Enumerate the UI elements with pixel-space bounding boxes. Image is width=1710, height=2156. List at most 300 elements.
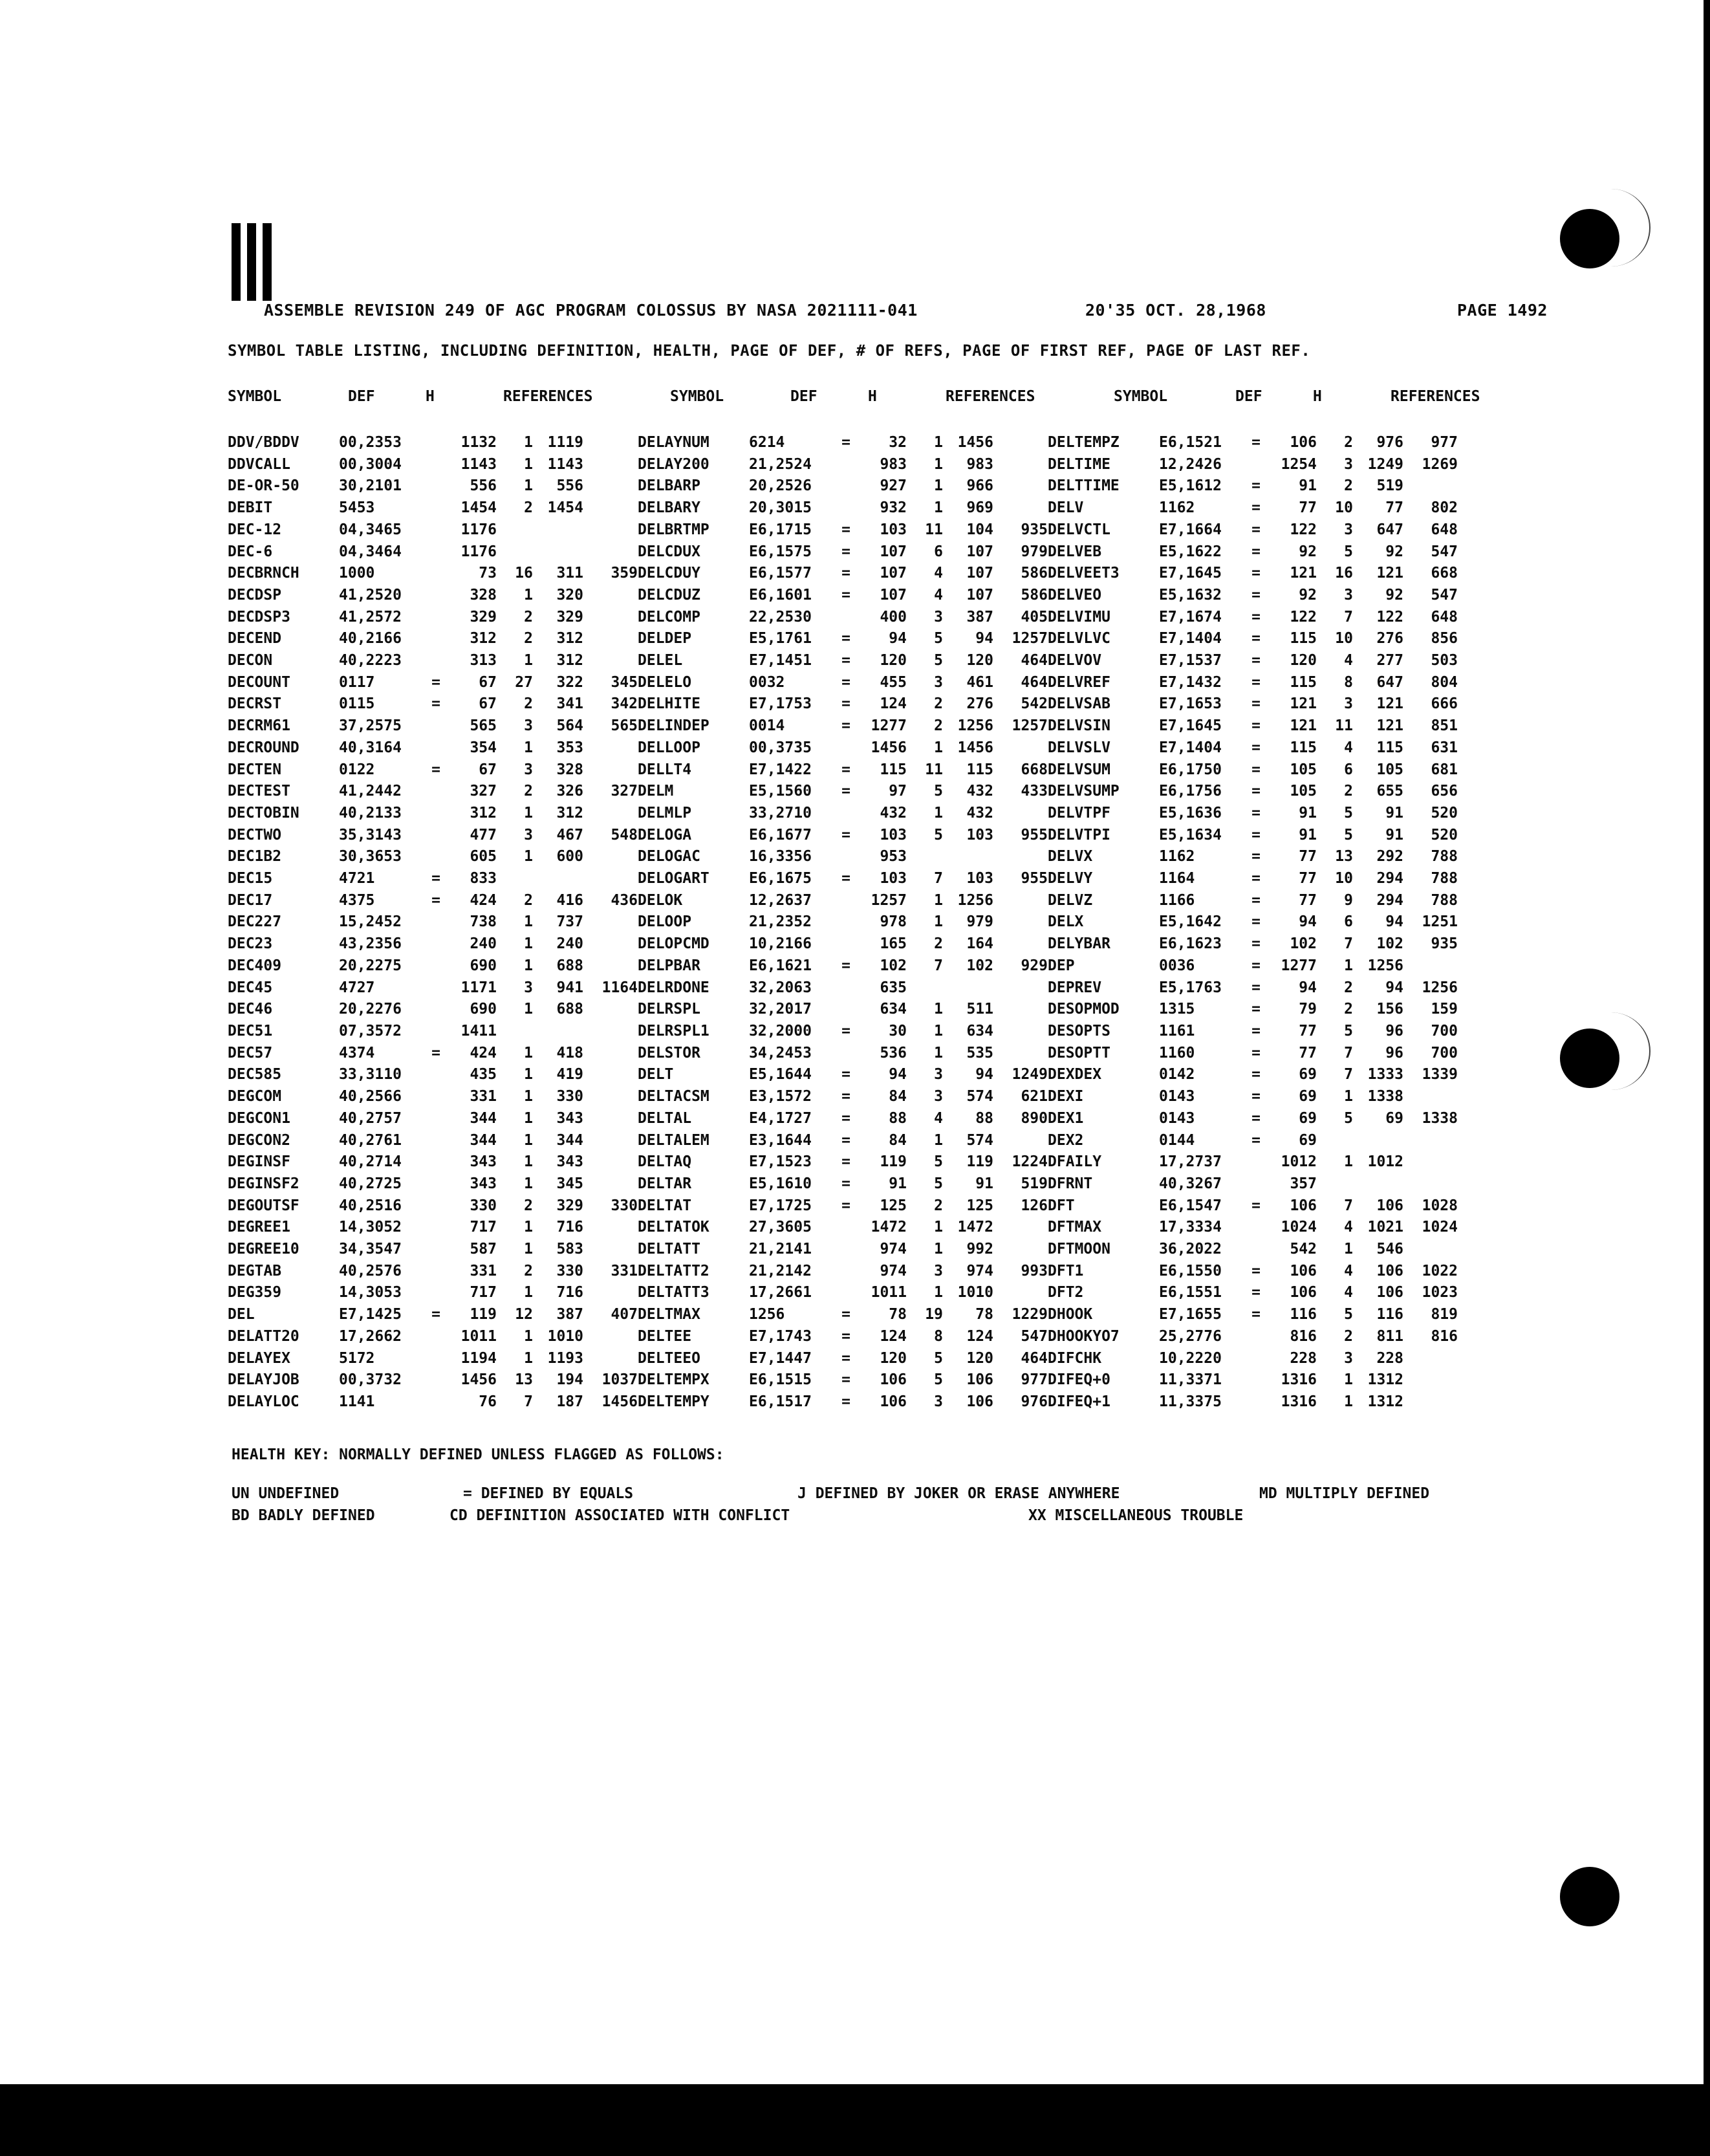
first-ref-cell: 96	[1385, 1022, 1403, 1040]
definition-cell: E5,1642	[1159, 913, 1222, 931]
ref-count-cell: 2	[524, 891, 533, 909]
last-ref-cell	[583, 1282, 638, 1304]
table-row	[228, 1304, 1458, 1326]
ref-count-cell: 5	[1344, 1306, 1353, 1323]
def-page-cell: 106	[1290, 1262, 1317, 1279]
ref-count-cell: 1	[1344, 1153, 1353, 1171]
def-page-cell: 94	[889, 1066, 907, 1083]
health-cell	[1243, 1326, 1269, 1348]
ref-count-cell: 13	[1335, 848, 1353, 866]
health-cell: =	[841, 1022, 850, 1040]
ref-count-cell	[1317, 1130, 1353, 1152]
table-row	[228, 607, 1458, 629]
symbol-cell: DEGCON1	[228, 1109, 290, 1127]
first-ref-cell: 811	[1376, 1327, 1403, 1345]
definition-cell: 37,2575	[339, 717, 402, 735]
definition-cell: 0117	[339, 673, 375, 691]
health-cell: =	[431, 1306, 440, 1323]
ref-count-cell	[907, 846, 943, 868]
definition-cell: 5172	[339, 1349, 375, 1367]
symbol-cell: DECBRNCH	[228, 565, 299, 582]
last-ref-cell: 788	[1431, 891, 1458, 909]
symbol-cell: DELLT4	[638, 761, 692, 778]
symbol-cell: DEBIT	[228, 499, 273, 517]
symbol-cell: DELRDONE	[638, 979, 709, 996]
symbol-cell: DELAY200	[638, 455, 709, 473]
first-ref-cell: 1333	[1367, 1066, 1403, 1083]
symbol-cell: DELOGAC	[638, 848, 700, 866]
health-cell	[423, 1239, 449, 1261]
ref-count-cell: 1	[934, 1131, 943, 1149]
ref-count-cell: 1	[1344, 957, 1353, 974]
last-ref-cell	[1403, 475, 1458, 497]
first-ref-cell: 125	[966, 1197, 993, 1214]
ref-count-cell: 3	[1344, 455, 1353, 473]
health-cell: =	[1251, 608, 1261, 626]
definition-cell: E5,1634	[1159, 826, 1222, 844]
table-row	[228, 1369, 1458, 1391]
definition-cell: 17,2662	[339, 1327, 402, 1345]
symbol-cell: DELVCTL	[1048, 521, 1110, 538]
definition-cell: 5453	[339, 499, 375, 517]
table-row	[228, 715, 1458, 737]
symbol-cell: DELAYJOB	[228, 1371, 299, 1389]
health-cell: =	[1251, 1109, 1261, 1127]
first-ref-cell: 974	[966, 1262, 993, 1279]
table-row	[228, 759, 1458, 781]
last-ref-cell: 1224	[1012, 1153, 1048, 1171]
first-ref-cell: 69	[1385, 1109, 1403, 1127]
ref-count-cell: 8	[1344, 673, 1353, 691]
first-ref-cell: 92	[1385, 543, 1403, 560]
ref-count-cell: 3	[1344, 521, 1353, 538]
health-cell: =	[841, 1349, 850, 1367]
first-ref-cell: 107	[966, 543, 993, 560]
last-ref-cell: 993	[1021, 1262, 1048, 1279]
symbol-cell: DELCOMP	[638, 608, 700, 626]
ref-count-cell: 11	[925, 521, 943, 538]
first-ref-cell: 353	[556, 739, 583, 756]
health-cell: =	[1251, 935, 1261, 953]
symbol-cell: DEC51	[228, 1022, 273, 1040]
first-ref-cell: 519	[1376, 477, 1403, 495]
def-page-cell: 77	[1299, 891, 1317, 909]
last-ref-cell: 464	[1021, 673, 1048, 691]
health-cell: =	[841, 826, 850, 844]
ref-count-cell: 10	[1335, 870, 1353, 887]
def-page-cell: 106	[880, 1393, 907, 1410]
health-cell: =	[1251, 739, 1261, 756]
def-page-cell: 344	[470, 1131, 497, 1149]
ref-count-cell: 4	[934, 1109, 943, 1127]
def-page-cell: 927	[880, 477, 907, 495]
def-page-cell: 103	[880, 826, 907, 844]
def-page-cell: 354	[470, 739, 497, 756]
first-ref-cell: 655	[1376, 783, 1403, 800]
last-ref-cell	[993, 737, 1048, 759]
first-ref-cell: 546	[1376, 1241, 1403, 1258]
definition-cell: 21,2142	[749, 1262, 812, 1279]
def-page-cell: 1316	[1281, 1393, 1317, 1410]
ref-count-cell: 16	[515, 565, 533, 582]
health-key-undefined: UN UNDEFINED	[232, 1485, 340, 1502]
health-cell: =	[841, 1371, 850, 1389]
symbol-cell: DELSTOR	[638, 1044, 700, 1062]
last-ref-cell	[993, 497, 1048, 519]
symbol-cell: DIFEQ+0	[1048, 1371, 1110, 1389]
health-cell: =	[841, 630, 850, 648]
listing-title: ASSEMBLE REVISION 249 OF AGC PROGRAM COLOSSUS BY NASA 2021111-041	[264, 301, 918, 320]
first-ref-cell: 292	[1376, 848, 1403, 866]
first-ref-cell: 467	[556, 826, 583, 844]
first-ref-cell: 1193	[547, 1349, 583, 1367]
last-ref-cell: 342	[611, 695, 638, 713]
health-cell	[833, 803, 859, 825]
ref-count-cell: 4	[1344, 1284, 1353, 1301]
ref-count-cell: 1	[934, 913, 943, 931]
last-ref-cell	[583, 454, 638, 476]
health-cell	[423, 497, 449, 519]
last-ref-cell: 700	[1431, 1044, 1458, 1062]
first-ref-cell: 461	[966, 673, 993, 691]
first-ref-cell: 276	[1376, 630, 1403, 648]
table-row	[228, 1173, 1458, 1195]
def-page-cell: 1277	[1281, 957, 1317, 974]
first-ref-cell: 1312	[1367, 1371, 1403, 1389]
definition-cell: E7,1404	[1159, 739, 1222, 756]
page-number: PAGE 1492	[1457, 301, 1548, 320]
ref-count-cell: 4	[1344, 652, 1353, 670]
def-page-cell: 1456	[460, 1371, 497, 1389]
def-page-cell: 69	[1299, 1131, 1317, 1149]
punch-hole	[1560, 1867, 1619, 1926]
punch-hole	[1560, 209, 1619, 268]
last-ref-cell: 648	[1431, 608, 1458, 626]
def-page-cell: 97	[889, 783, 907, 800]
symbol-cell: DEX1	[1048, 1109, 1084, 1127]
ref-count-cell: 5	[1344, 1022, 1353, 1040]
ref-count-cell: 2	[1344, 1001, 1353, 1018]
last-ref-cell: 331	[611, 1262, 638, 1279]
symbol-cell: DFRNT	[1048, 1175, 1093, 1192]
ref-count-cell: 2	[934, 1197, 943, 1214]
table-row	[228, 737, 1458, 759]
definition-cell: E6,1521	[1159, 434, 1222, 451]
last-ref-cell	[1403, 1391, 1458, 1413]
symbol-cell: DFT1	[1048, 1262, 1084, 1279]
def-page-cell: 816	[1290, 1327, 1317, 1345]
ref-count-cell	[1317, 1173, 1353, 1195]
def-page-cell: 477	[470, 826, 497, 844]
first-ref-cell: 966	[966, 477, 993, 495]
health-cell	[423, 933, 449, 955]
table-row	[228, 563, 1458, 585]
symbol-cell: DEL	[228, 1306, 255, 1323]
last-ref-cell: 436	[611, 891, 638, 909]
symbol-cell: DELHITE	[638, 695, 700, 713]
definition-cell: E7,1653	[1159, 695, 1222, 713]
definition-cell: E6,1577	[749, 565, 812, 582]
last-ref-cell	[583, 1064, 638, 1086]
symbol-cell: DELOGA	[638, 826, 692, 844]
health-cell: =	[841, 1393, 850, 1410]
def-page-cell: 312	[470, 630, 497, 648]
definition-cell: 00,3004	[339, 455, 402, 473]
def-page-cell: 91	[1299, 826, 1317, 844]
health-key-conflict: CD DEFINITION ASSOCIATED WITH CONFLICT	[449, 1507, 790, 1524]
def-page-cell: 121	[1290, 565, 1317, 582]
table-row	[228, 672, 1458, 694]
definition-cell: 40,2576	[339, 1262, 402, 1279]
first-ref-cell: 329	[556, 608, 583, 626]
first-ref-cell: 115	[1376, 739, 1403, 756]
health-cell: =	[841, 1327, 850, 1345]
def-page-cell: 634	[880, 1001, 907, 1018]
health-cell: =	[841, 1131, 850, 1149]
def-page-cell: 536	[880, 1044, 907, 1062]
last-ref-cell: 1257	[1012, 717, 1048, 735]
definition-cell: E5,1644	[749, 1066, 812, 1083]
health-cell	[423, 475, 449, 497]
first-ref-cell: 228	[1376, 1349, 1403, 1367]
health-cell	[1243, 1369, 1269, 1391]
last-ref-cell: 631	[1431, 739, 1458, 756]
last-ref-cell	[1403, 1173, 1458, 1195]
last-ref-cell: 586	[1021, 586, 1048, 604]
definition-cell: 12,2426	[1159, 455, 1222, 473]
symbol-cell: DELOOP	[638, 913, 692, 931]
def-page-cell: 344	[470, 1109, 497, 1127]
symbol-cell: DELVREF	[1048, 673, 1110, 691]
health-cell: =	[1251, 1262, 1261, 1279]
ref-count-cell: 1	[934, 739, 943, 756]
table-row	[228, 1391, 1458, 1413]
definition-cell: 4374	[339, 1044, 375, 1062]
table-row	[228, 911, 1458, 933]
ref-count-cell: 2	[524, 1197, 533, 1214]
first-ref-cell: 330	[556, 1262, 583, 1279]
ref-count-cell: 10	[1335, 499, 1353, 517]
health-key-multiply: MD MULTIPLY DEFINED	[1259, 1485, 1430, 1502]
health-cell	[833, 1282, 859, 1304]
symbol-cell: DECOUNT	[228, 673, 290, 691]
health-cell	[423, 1151, 449, 1173]
ref-count-cell: 2	[524, 695, 533, 713]
first-ref-cell: 121	[1376, 695, 1403, 713]
ref-count-cell: 3	[524, 826, 533, 844]
symbol-cell: DELM	[638, 783, 674, 800]
ref-count-cell	[497, 868, 533, 890]
health-cell: =	[1251, 543, 1261, 560]
punch-hole	[1560, 1029, 1619, 1088]
symbol-cell: DEG359	[228, 1284, 282, 1301]
definition-cell: 4375	[339, 891, 375, 909]
symbol-cell: DECRST	[228, 695, 282, 713]
symbol-cell: DFTMAX	[1048, 1219, 1102, 1236]
def-page-cell: 94	[1299, 979, 1317, 996]
ref-count-cell: 12	[515, 1306, 533, 1323]
health-cell: =	[431, 761, 440, 778]
ref-count-cell: 2	[524, 608, 533, 626]
symbol-cell: DELTAQ	[638, 1153, 692, 1171]
table-row	[228, 803, 1458, 825]
ref-count-cell: 1	[524, 804, 533, 822]
ref-count-cell: 3	[1344, 695, 1353, 713]
def-page-cell: 424	[470, 1044, 497, 1062]
definition-cell: 40,2757	[339, 1109, 402, 1127]
ref-count-cell: 7	[934, 870, 943, 887]
col-health: H	[868, 388, 877, 405]
def-page-cell: 690	[470, 957, 497, 974]
health-cell	[423, 1369, 449, 1391]
health-cell	[833, 933, 859, 955]
health-cell: =	[431, 870, 440, 887]
ref-count-cell: 8	[934, 1327, 943, 1345]
last-ref-cell: 977	[1431, 434, 1458, 451]
def-page-cell: 106	[1290, 1197, 1317, 1214]
definition-cell: 07,3572	[339, 1022, 402, 1040]
symbol-cell: DELTAT	[638, 1197, 692, 1214]
health-cell	[423, 607, 449, 629]
col-symbol: SYMBOL	[228, 388, 282, 405]
definition-cell: E7,1537	[1159, 652, 1222, 670]
first-ref-cell: 105	[1376, 761, 1403, 778]
ref-count-cell: 3	[524, 979, 533, 996]
first-ref-cell: 1012	[1367, 1153, 1403, 1171]
definition-cell: 0142	[1159, 1066, 1195, 1083]
def-page-cell: 121	[1290, 717, 1317, 735]
symbol-cell: DELTMAX	[638, 1306, 700, 1323]
definition-cell: E7,1674	[1159, 608, 1222, 626]
health-cell	[423, 911, 449, 933]
def-page-cell: 165	[880, 935, 907, 953]
def-page-cell: 91	[1299, 804, 1317, 822]
last-ref-cell: 565	[611, 717, 638, 735]
def-page-cell: 69	[1299, 1066, 1317, 1083]
last-ref-cell	[583, 1217, 638, 1239]
symbol-cell: DEC409	[228, 957, 282, 974]
first-ref-cell: 574	[966, 1088, 993, 1105]
ref-count-cell: 2	[934, 695, 943, 713]
last-ref-cell: 520	[1431, 804, 1458, 822]
health-cell: =	[1251, 1284, 1261, 1301]
symbol-cell: DECDSP3	[228, 608, 290, 626]
def-page-cell: 106	[1290, 1284, 1317, 1301]
definition-cell: 22,2530	[749, 608, 812, 626]
symbol-cell: DELMLP	[638, 804, 692, 822]
symbol-cell: DHOOKYO7	[1048, 1327, 1120, 1345]
first-ref-cell: 574	[966, 1131, 993, 1149]
definition-cell: E6,1677	[749, 826, 812, 844]
definition-cell: 1315	[1159, 1001, 1195, 1018]
definition-cell: E5,1612	[1159, 477, 1222, 495]
last-ref-cell: 668	[1021, 761, 1048, 778]
ref-count-cell: 7	[1344, 1197, 1353, 1214]
last-ref-cell	[993, 1239, 1048, 1261]
definition-cell: 04,3464	[339, 543, 402, 560]
last-ref-cell: 159	[1431, 1001, 1458, 1018]
definition-cell: E7,1425	[339, 1306, 402, 1323]
definition-cell: 0115	[339, 695, 375, 713]
first-ref-cell: 1338	[1367, 1088, 1403, 1105]
last-ref-cell: 1249	[1012, 1066, 1048, 1083]
def-page-cell: 240	[470, 935, 497, 953]
def-page-cell: 1011	[460, 1327, 497, 1345]
symbol-cell: DELVSUM	[1048, 761, 1110, 778]
health-cell: =	[841, 695, 850, 713]
symbol-cell: DELTEEO	[638, 1349, 700, 1367]
first-ref-cell: 94	[1385, 913, 1403, 931]
health-cell	[423, 1282, 449, 1304]
definition-cell: 12,2637	[749, 891, 812, 909]
ref-count-cell: 1	[524, 1327, 533, 1345]
symbol-cell: DELTAL	[638, 1109, 692, 1127]
ref-count-cell: 2	[524, 499, 533, 517]
first-ref-cell: 277	[1376, 652, 1403, 670]
health-key-misc: XX MISCELLANEOUS TROUBLE	[1028, 1507, 1244, 1524]
col-references: REFERENCES	[1391, 388, 1480, 405]
definition-cell: 1166	[1159, 891, 1195, 909]
last-ref-cell: 542	[1021, 695, 1048, 713]
table-row	[228, 1108, 1458, 1130]
last-ref-cell: 1037	[601, 1371, 638, 1389]
first-ref-cell: 94	[975, 630, 993, 648]
definition-cell: 43,2356	[339, 935, 402, 953]
first-ref-cell: 124	[966, 1327, 993, 1345]
health-cell: =	[1251, 1066, 1261, 1083]
last-ref-cell: 327	[611, 783, 638, 800]
first-ref-cell: 121	[1376, 717, 1403, 735]
def-page-cell: 974	[880, 1241, 907, 1258]
last-ref-cell	[583, 933, 638, 955]
health-cell: =	[1251, 848, 1261, 866]
symbol-cell: DELBARP	[638, 477, 700, 495]
first-ref-cell: 276	[966, 695, 993, 713]
health-cell: =	[1251, 499, 1261, 517]
symbol-cell: DFTMOON	[1048, 1241, 1110, 1258]
definition-cell: 32,2063	[749, 979, 812, 996]
table-row	[228, 497, 1458, 519]
symbol-cell: DELVSIN	[1048, 717, 1110, 735]
col-symbol: SYMBOL	[670, 388, 724, 405]
def-page-cell: 432	[880, 804, 907, 822]
definition-cell: 00,2353	[339, 434, 402, 451]
ref-count-cell: 1	[524, 1241, 533, 1258]
col-references: REFERENCES	[503, 388, 593, 405]
first-ref-cell: 600	[556, 848, 583, 866]
health-cell	[423, 803, 449, 825]
definition-cell: E5,1763	[1159, 979, 1222, 996]
symbol-cell: DELX	[1048, 913, 1084, 931]
first-ref-cell: 1010	[957, 1284, 993, 1301]
health-cell: =	[841, 761, 850, 778]
symbol-cell: DESOPTS	[1048, 1022, 1110, 1040]
last-ref-cell	[583, 1130, 638, 1152]
ref-count-cell: 1	[1344, 1241, 1353, 1258]
def-page-cell: 331	[470, 1088, 497, 1105]
definition-cell: 40,3164	[339, 739, 402, 756]
definition-cell: 0143	[1159, 1109, 1195, 1127]
first-ref-cell: 556	[556, 477, 583, 495]
ref-count-cell: 16	[1335, 565, 1353, 582]
def-page-cell: 357	[1290, 1175, 1317, 1192]
first-ref-cell: 941	[556, 979, 583, 996]
symbol-cell: DECTWO	[228, 826, 282, 844]
definition-cell: 6214	[749, 434, 785, 451]
symbol-cell: DEC1B2	[228, 848, 282, 866]
symbol-cell: DELVSLV	[1048, 739, 1110, 756]
symbol-cell: DEC585	[228, 1066, 282, 1083]
